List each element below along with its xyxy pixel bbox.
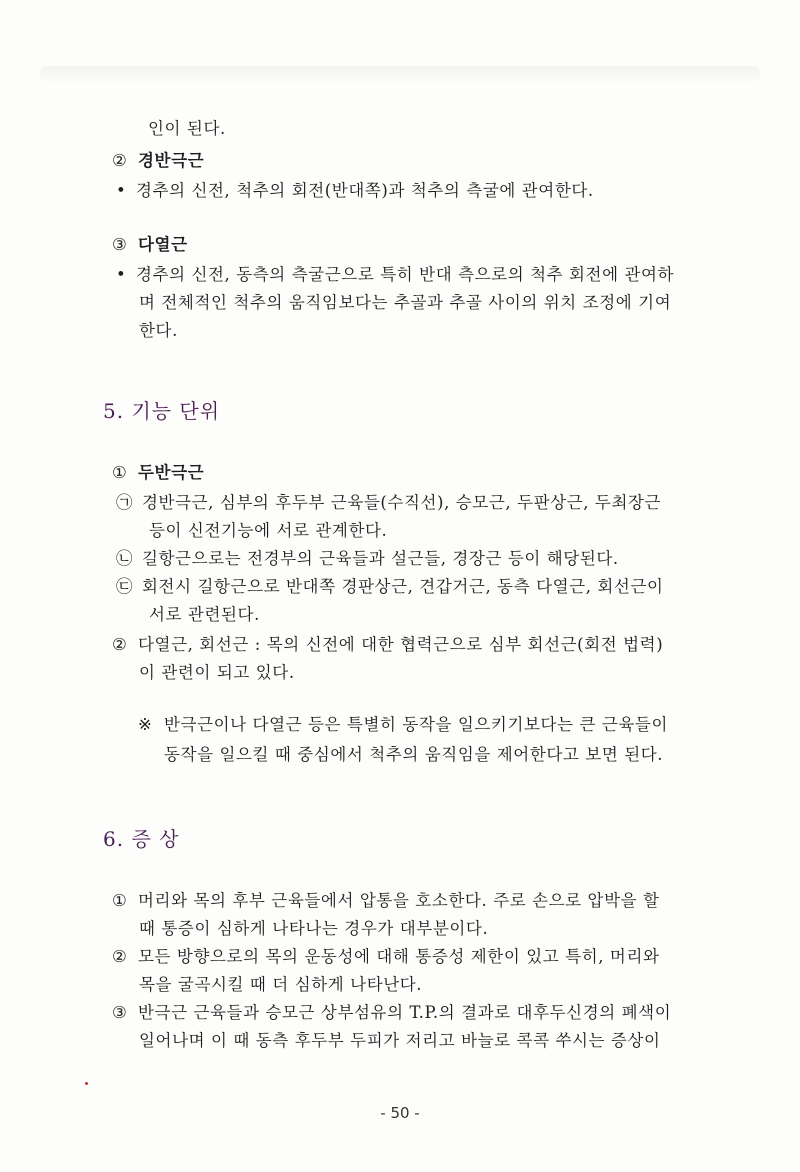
section-5-heading: 5. 기능 단위 (103, 399, 221, 423)
item-text: 목을 굴곡시킬 때 더 심하게 나타난다. (139, 975, 423, 994)
sub-text: 등이 신전기능에 서로 관계한다. (149, 521, 388, 540)
item-text: 이 관련이 되고 있다. (139, 663, 295, 682)
sub-marker: ㉠ (116, 493, 134, 512)
sub-text: 서로 관련된다. (149, 605, 260, 624)
item-marker: ② (112, 151, 128, 170)
note-text: 반극근이나 다열근 등은 특별히 동작을 일으키기보다는 큰 근육들이 (164, 715, 669, 734)
page-number: - 50 - (380, 1104, 420, 1122)
item-text: 때 통증이 심하게 나타나는 경우가 대부분이다. (139, 919, 489, 938)
bullet-icon: • (116, 265, 127, 284)
item-marker: ② (112, 947, 128, 966)
sub-text: 회전시 길항근으로 반대쪽 경판상근, 견갑거근, 동측 다열근, 회선근이 (142, 577, 664, 596)
item-text: 모든 방향으로의 목의 운동성에 대해 통증성 제한이 있고 특히, 머리와 (138, 947, 660, 966)
item-text: 다열근, 회선근 : 목의 신전에 대한 협력근으로 심부 회선근(회전 법력) (138, 635, 664, 654)
item-title: 경반극근 (138, 151, 205, 170)
section-6-item-1 (112, 890, 660, 912)
bullet-line (116, 180, 594, 202)
sub-item-b (116, 548, 619, 570)
sub-marker: ㉢ (116, 577, 134, 596)
item-2-heading (112, 150, 204, 172)
section-6-item-3 (112, 1002, 671, 1024)
sub-text: 길항근으로는 전경부의 근육들과 설근들, 경장근 등이 해당된다. (142, 549, 619, 568)
ink-speck (85, 1082, 88, 1085)
sub-marker: ㉡ (116, 549, 134, 568)
note-marker: ※ (138, 715, 153, 734)
bullet-text: 경추의 신전, 동측의 측굴근으로 특히 반대 측으로의 척추 회전에 관여하 (136, 265, 675, 284)
section-5-item-1 (112, 462, 204, 484)
bullet-text: 한다. (139, 321, 178, 340)
item-marker: ① (112, 891, 128, 910)
section-5-item-2 (112, 634, 663, 656)
item-text: 머리와 목의 후부 근육들에서 압통을 호소한다. 주로 손으로 압박을 할 (138, 891, 660, 910)
bullet-text: 며 전체적인 척추의 움직임보다는 추골과 추골 사이의 위치 조정에 기여 (139, 293, 672, 312)
item-marker: ① (112, 463, 128, 482)
item-title: 두반극근 (138, 463, 205, 482)
section-6-heading: 6. 증 상 (103, 827, 180, 851)
continued-line: 인이 된다. (148, 119, 226, 138)
item-text: 반극근 근육들과 승모근 상부섬유의 T.P.의 결과로 대후두신경의 폐색이 (138, 1003, 672, 1022)
item-title: 다열근 (138, 235, 188, 254)
sub-text: 경반극근, 심부의 후두부 근육들(수직선), 승모근, 두판상근, 두최장근 (142, 493, 662, 512)
item-marker: ③ (112, 1003, 128, 1022)
bullet-line (116, 264, 674, 286)
note-text: 동작을 일으킬 때 중심에서 척추의 움직임을 제어한다고 보면 된다. (164, 745, 664, 764)
item-marker: ③ (112, 235, 128, 254)
sub-item-a (116, 492, 661, 514)
bullet-icon: • (116, 181, 127, 200)
section-6-item-2 (112, 946, 660, 968)
sub-item-c (116, 576, 664, 598)
scan-artifact (40, 66, 760, 82)
bullet-text: 경추의 신전, 척추의 회전(반대쪽)과 척추의 측굴에 관여한다. (136, 181, 594, 200)
item-text: 일어나며 이 때 동측 후두부 두피가 저리고 바늘로 콕콕 쑤시는 증상이 (139, 1031, 661, 1050)
item-3-heading (112, 234, 188, 256)
item-marker: ② (112, 635, 128, 654)
note (138, 714, 668, 736)
